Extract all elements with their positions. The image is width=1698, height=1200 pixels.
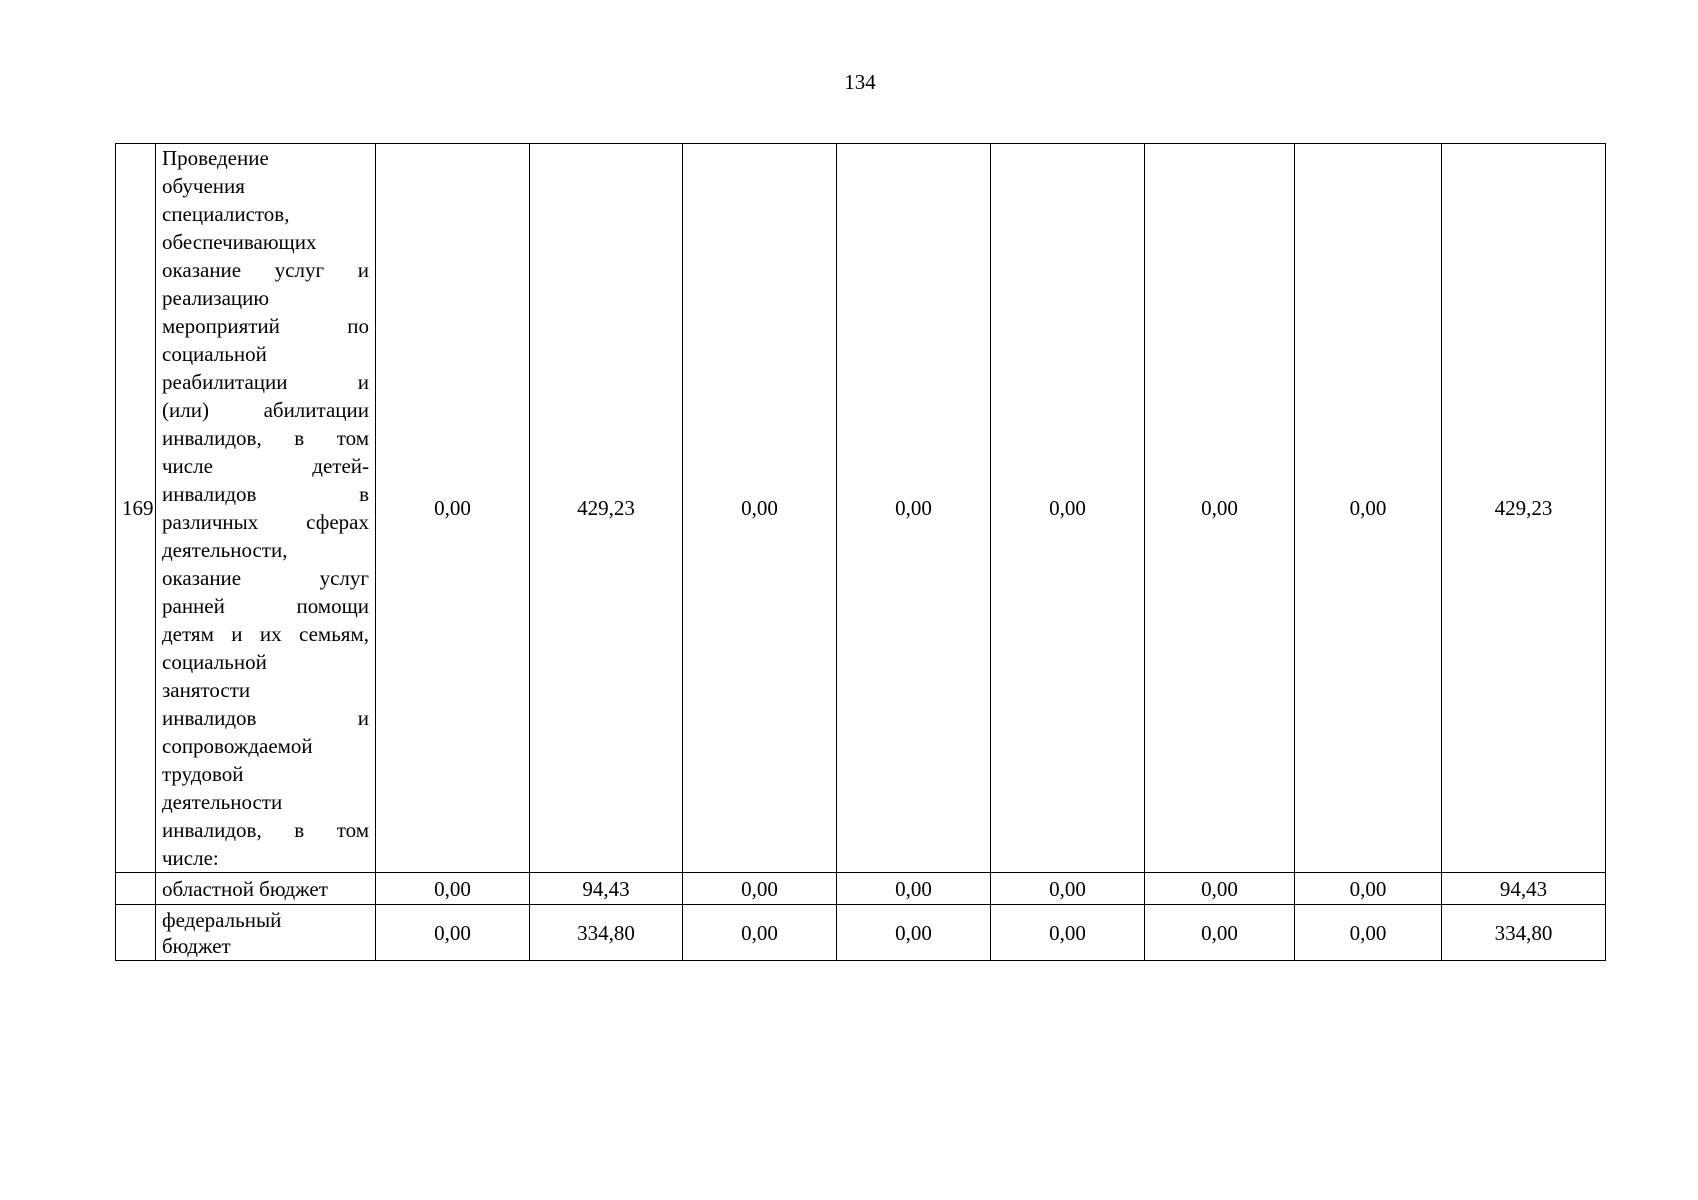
- value-cell: 334,80: [530, 905, 683, 961]
- page-number: 134: [844, 70, 876, 94]
- row-number: 169: [116, 144, 156, 873]
- description-line: занятости: [162, 678, 251, 702]
- value-cell: 0,00: [1145, 873, 1295, 905]
- value-cell: 334,80: [1442, 905, 1606, 961]
- description-line: Проведение: [162, 146, 269, 170]
- description-line: детям и их семьям,: [162, 622, 369, 646]
- empty-cell: [116, 905, 156, 961]
- value-cell: 0,00: [376, 873, 530, 905]
- subrow-label: [156, 905, 376, 961]
- description-line: реализацию: [162, 286, 270, 310]
- description-line: инвалидов в: [162, 482, 369, 506]
- description-line: числе детей-: [162, 454, 369, 478]
- budget-table: [115, 143, 1606, 961]
- value-cell: 0,00: [991, 144, 1145, 873]
- description-line: социальной: [162, 342, 267, 366]
- value-cell: 0,00: [1295, 873, 1442, 905]
- value-cell: 0,00: [1145, 144, 1295, 873]
- value-cell: 94,43: [1442, 873, 1606, 905]
- description-line: деятельности,: [162, 538, 288, 562]
- table-row-main: [116, 144, 1606, 873]
- value-cell: 429,23: [1442, 144, 1606, 873]
- value-cell: 0,00: [837, 144, 991, 873]
- description-line: ранней помощи: [162, 594, 369, 618]
- table-row-federal-budget: [116, 905, 1606, 961]
- subrow-label: областной бюджет: [156, 873, 376, 905]
- value-cell: 0,00: [991, 905, 1145, 961]
- description-line: мероприятий по: [162, 314, 369, 338]
- table-row-regional-budget: [116, 873, 1606, 905]
- value-cell: 0,00: [1295, 905, 1442, 961]
- description-line: специалистов,: [162, 202, 290, 226]
- description-line: числе:: [162, 846, 219, 870]
- value-cell: 0,00: [376, 905, 530, 961]
- empty-cell: [116, 873, 156, 905]
- row-description: [156, 144, 376, 873]
- value-cell: 0,00: [837, 905, 991, 961]
- description-line: оказание услуг: [162, 566, 369, 590]
- description-line: обеспечивающих: [162, 230, 317, 254]
- value-cell: 0,00: [1145, 905, 1295, 961]
- description-line: инвалидов и: [162, 706, 369, 730]
- value-cell: 0,00: [1295, 144, 1442, 873]
- description-line: инвалидов, в том: [162, 426, 369, 450]
- value-cell: 0,00: [683, 144, 837, 873]
- description-lines: [162, 144, 369, 872]
- description-line: (или) абилитации: [162, 398, 369, 422]
- description-line: инвалидов, в том: [162, 818, 369, 842]
- value-cell: 0,00: [683, 905, 837, 961]
- description-line: сопровождаемой: [162, 734, 313, 758]
- subrow-label-line: бюджет: [162, 933, 231, 958]
- value-cell: 0,00: [837, 873, 991, 905]
- value-cell: 0,00: [991, 873, 1145, 905]
- description-line: деятельности: [162, 790, 283, 814]
- value-cell: 94,43: [530, 873, 683, 905]
- value-cell: 0,00: [683, 873, 837, 905]
- subrow-label-line: федеральный: [162, 907, 282, 932]
- description-line: социальной: [162, 650, 267, 674]
- description-line: обучения: [162, 174, 245, 198]
- description-line: различных сферах: [162, 510, 369, 534]
- value-cell: 429,23: [530, 144, 683, 873]
- description-line: трудовой: [162, 762, 244, 786]
- value-cell: 0,00: [376, 144, 530, 873]
- description-line: оказание услуг и: [162, 258, 369, 282]
- description-line: реабилитации и: [162, 370, 369, 394]
